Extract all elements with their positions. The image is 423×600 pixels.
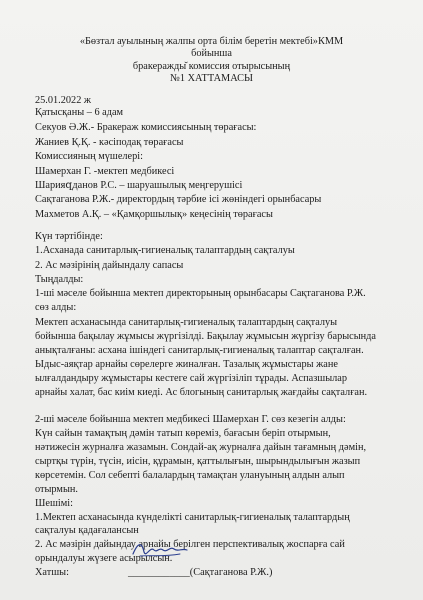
commission-line: бракеражды̆ комиссия отырысының: [132, 61, 291, 72]
issue2-line: сыртқы түрін, түсін, иісін, құрамын, қаттылығын, шырындылығын жазып: [35, 456, 361, 467]
issue2-line: отырмын.: [35, 484, 78, 495]
signature-line: ____________(Сақтаганова Р.Ж.): [128, 567, 273, 578]
issue2-line: көрсетемін. Сол себепті балалардың тамақтан улануының алдын алып: [35, 470, 345, 481]
secretary-label: Хатшы:: [35, 567, 69, 578]
chair: Секуов Ә.Ж.- Бракераж комиссиясының төрағасы:: [35, 122, 257, 133]
decision-line: орындалуы жүзеге асырылсын.: [35, 553, 173, 564]
org-line: «Бөзтал ауылының жалпы орта білім беретін мектебі»КММ: [79, 36, 344, 47]
attendance: Қатысқаны – 6 адам: [35, 107, 124, 118]
decision-line: 1.Мектеп асханасында күнделікті санитарлық-гигиеналық талаптардың: [35, 512, 350, 523]
issue1-line: арнайы халат, бас киім киеді. Ас блогының санитарлық жағдайы сақталған.: [35, 387, 368, 398]
decision-line: 2. Ас мәзірін дайындау арнайы берілген перспективалық жоспарға сай: [35, 539, 345, 550]
member-item: Сақтаганова Р.Ж.- директордың тәрбие ісі жөніндегі орынбасары: [35, 194, 322, 205]
agenda-item: 2. Ас мәзірінің дайындалу сапасы: [35, 260, 184, 271]
members-heading: Комиссияның мүшелері:: [35, 151, 143, 162]
issue1-line: 1-ші мәселе бойынша мектеп директорының орынбасары Сақтаганова Р.Ж.: [35, 288, 366, 299]
decision-line: сақталуы қадағалансын: [35, 525, 139, 536]
issue1-line: Мектеп асханасында санитарлық-гигиеналық талаптардың сақталуы: [35, 317, 338, 328]
meeting-date: 25.01.2022 ж: [35, 95, 92, 106]
issue1-line: ылғалдандыру жұмыстары кестеге сай жүргізіліп тұрады. Аспазшылар: [35, 373, 347, 384]
member-item: Махметов А.Қ. – «Қамқоршылық» кеңесінің төрағасы: [35, 209, 273, 220]
issue1-line: бойынша бақылау жұмысы жүргізілді. Бақылау жұмысын жүргізу барысында: [35, 331, 376, 342]
heard-label: Тыңдалды:: [35, 274, 84, 285]
protocol-title: №1 ХАТТАМАСЫ: [170, 73, 253, 84]
issue1-line: сөз алды:: [35, 302, 77, 313]
issue2-line: 2-ші мәселе бойынша мектеп медбикесі Шамерхан Г. сөз кезегін алды:: [35, 414, 346, 425]
agenda-item: 1.Асханада санитарлық-гигиеналық талаптардың сақталуы: [35, 245, 295, 256]
union-chair: Жаниев Қ.Қ. - кәсіподақ төрағасы: [35, 137, 184, 148]
by-line: бойынша: [191, 48, 232, 59]
handwritten-signature: [130, 538, 190, 560]
member-item: Шамерхан Г. -мектеп медбикесі: [35, 166, 175, 177]
member-item: Шарияզданов Р.С. – шаруашылық меңгерушісі: [35, 180, 243, 191]
issue2-line: нәтижесін журналға жазамын. Сондай-ақ журналға дайын тағамның дәмін,: [35, 442, 367, 453]
decision-heading: Шешімі:: [35, 498, 73, 509]
issue1-line: анықталғаны: асхана ішіндегі санитарлық-гигиеналық талаптар сақталған.: [35, 345, 364, 356]
issue2-line: Күн сайын тамақтың дәмін татып көреміз, бағасын беріп отырмын,: [35, 428, 331, 439]
issue1-line: Ыдыс-аяқтар арнайы сөрелерге жиналған. Тазалық жұмыстары жане: [35, 359, 338, 370]
agenda-heading: Күн тәртібінде:: [35, 231, 103, 242]
